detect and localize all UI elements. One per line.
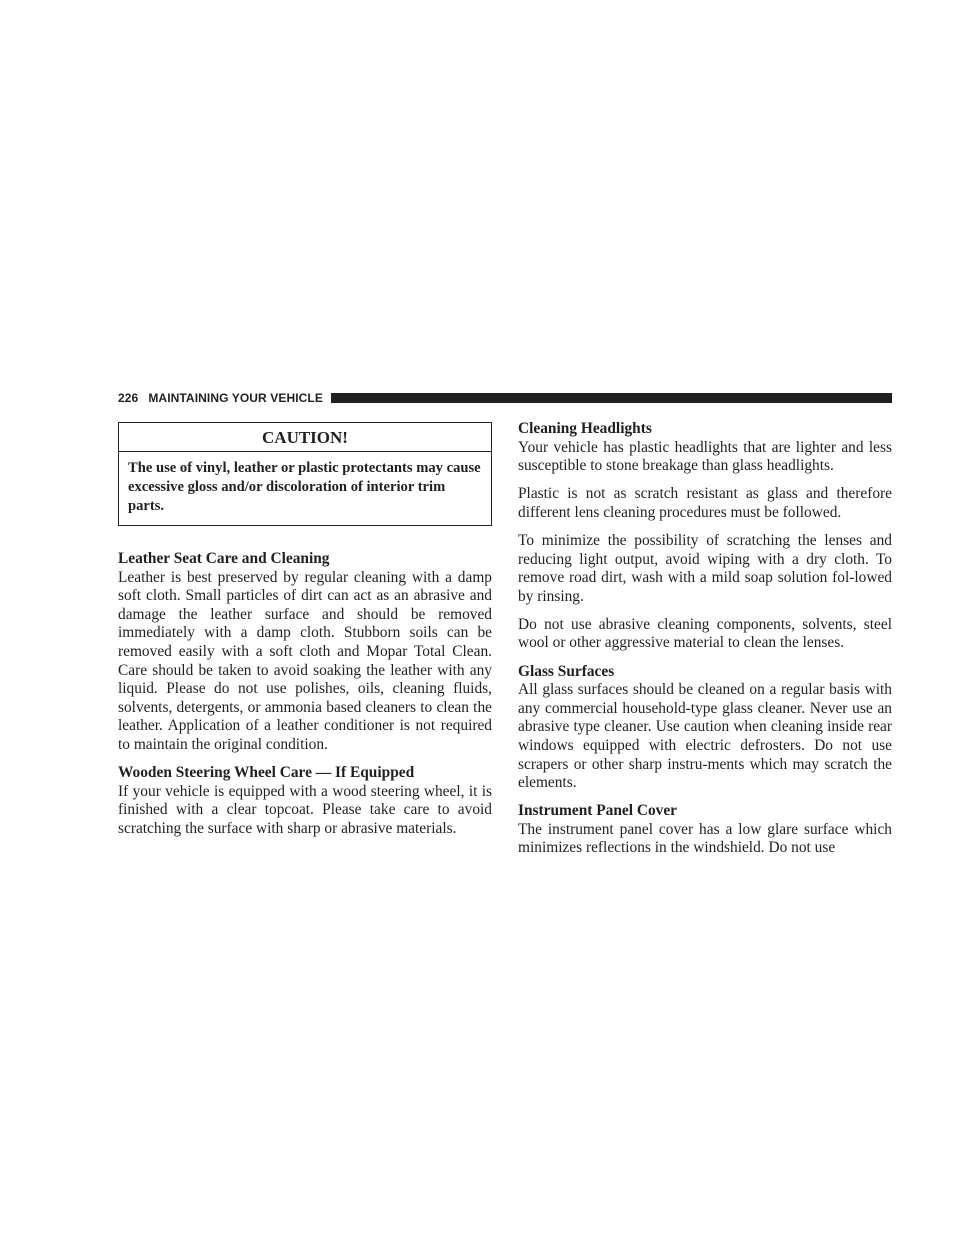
glass-surfaces-paragraph: All glass surfaces should be cleaned on a regular basis with any commercial household-type glass cleaner. Never use an abrasive type cleaner. Use caution when cleaning inside rear windows equipped with electric defrosters. Do not use scrapers or other sharp instru-ments which may scratch the elements. (518, 681, 892, 792)
section-heading-instrument-panel-cover: Instrument Panel Cover (518, 802, 678, 820)
caution-title: CAUTION! (119, 423, 491, 452)
headlights-paragraph-4: Do not use abrasive cleaning components, solvents, steel wool or other aggressive material to clean the lenses. (518, 615, 892, 652)
page-number: 226 (118, 391, 139, 405)
section-title: MAINTAINING YOUR VEHICLE (148, 391, 323, 405)
section-heading-glass-surfaces: Glass Surfaces (518, 662, 615, 680)
leather-seat-care-paragraph: Leather is best preserved by regular cleaning with a damp soft cloth. Small particles of dirt can act as an abrasive and damage the leather surface and should be removed immediately with a damp cloth. Stubborn soils can be removed easily with a soft cloth and Mopar Total Clean. Care should be taken to avoid soaking the leather with any liquid. Please do not use polishes, oils, cleaning fluids, solvents, detergents, or ammonia based cleaners to clean the leather. Application of a leather conditioner is not required to maintain the original condition. (118, 568, 492, 753)
headlights-paragraph-1: Your vehicle has plastic headlights that are lighter and less susceptible to stone breakage than glass headlights. (518, 438, 892, 475)
headlights-paragraph-3: To minimize the possibility of scratching the lenses and reducing light output, avoid wiping with a dry cloth. To remove road dirt, wash with a mild soap solution fol-lowed by rinsing. (518, 531, 892, 605)
section-heading-cleaning-headlights: Cleaning Headlights (518, 420, 652, 437)
right-column (518, 420, 892, 867)
headlights-paragraph-2: Plastic is not as scratch resistant as glass and therefore different lens cleaning procedures must be followed. (518, 485, 892, 521)
section-heading-leather-seat-care: Leather Seat Care and Cleaning (118, 550, 330, 567)
page-header (118, 390, 892, 406)
wooden-steering-wheel-paragraph: If your vehicle is equipped with a wood steering wheel, it is finished with a clear topcoat. Please take care to avoid scratching the surface with sharp or abrasive materials. (118, 782, 492, 837)
left-column (118, 420, 492, 848)
instrument-panel-cover-paragraph: The instrument panel cover has a low glare surface which minimizes reflections in the windshield. Do not use (518, 820, 892, 857)
caution-box (118, 422, 492, 526)
header-rule (331, 393, 892, 403)
caution-text: The use of vinyl, leather or plastic protectants may cause excessive gloss and/or discoloration of interior trim parts. (128, 460, 481, 514)
section-heading-wooden-steering-wheel: Wooden Steering Wheel Care — If Equipped (118, 764, 415, 782)
